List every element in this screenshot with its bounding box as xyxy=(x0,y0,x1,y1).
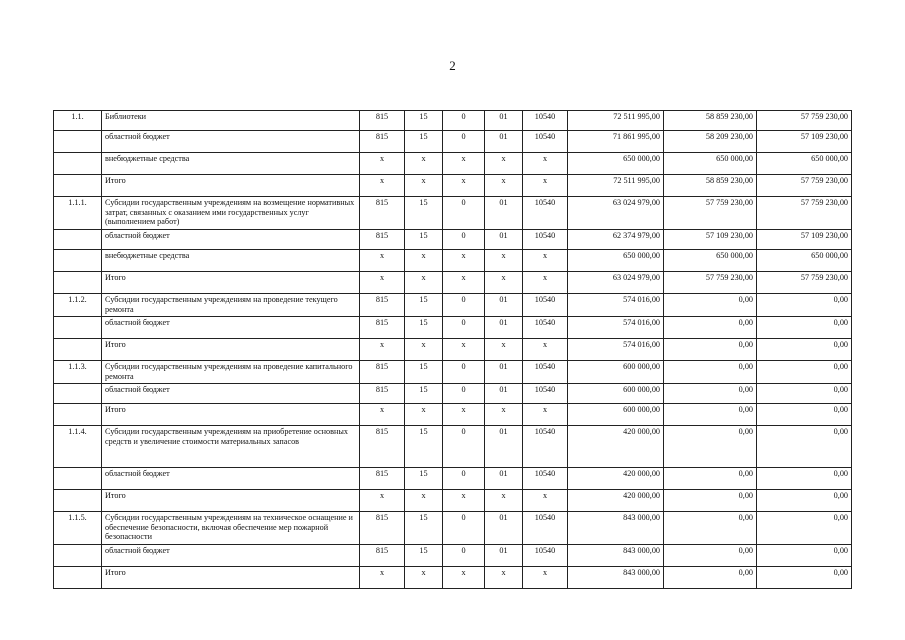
cell-name: Итого xyxy=(102,490,360,512)
cell-v1: 420 000,00 xyxy=(568,426,664,468)
cell-v2: 0,00 xyxy=(664,567,757,589)
table-row xyxy=(54,545,852,567)
cell-c4: x xyxy=(485,153,523,175)
cell-num xyxy=(54,339,102,361)
cell-v3: 0,00 xyxy=(757,426,852,468)
cell-v2: 57 759 230,00 xyxy=(664,197,757,230)
cell-c1: x xyxy=(360,250,405,272)
cell-c1: x xyxy=(360,272,405,294)
cell-v3: 0,00 xyxy=(757,468,852,490)
cell-c1: 815 xyxy=(360,111,405,131)
cell-c5: x xyxy=(523,339,568,361)
cell-name: Итого xyxy=(102,339,360,361)
cell-c3: 0 xyxy=(443,317,485,339)
cell-v2: 0,00 xyxy=(664,404,757,426)
cell-v2: 0,00 xyxy=(664,384,757,404)
cell-c4: 01 xyxy=(485,426,523,468)
table-row xyxy=(54,317,852,339)
cell-v1: 600 000,00 xyxy=(568,361,664,384)
cell-v3: 57 109 230,00 xyxy=(757,131,852,153)
cell-c1: 815 xyxy=(360,294,405,317)
cell-c4: 01 xyxy=(485,545,523,567)
cell-v1: 62 374 979,00 xyxy=(568,230,664,250)
cell-c2: x xyxy=(405,339,443,361)
cell-num xyxy=(54,468,102,490)
cell-c2: 15 xyxy=(405,426,443,468)
cell-c5: 10540 xyxy=(523,545,568,567)
cell-c2: x xyxy=(405,153,443,175)
cell-c5: x xyxy=(523,404,568,426)
cell-c2: 15 xyxy=(405,317,443,339)
cell-c2: x xyxy=(405,404,443,426)
cell-name: Субсидии государственным учреждениям на проведение капитального ремонта xyxy=(102,361,360,384)
table-row xyxy=(54,250,852,272)
cell-name: внебюджетные средства xyxy=(102,250,360,272)
cell-c3: x xyxy=(443,250,485,272)
table-row xyxy=(54,512,852,545)
cell-c3: 0 xyxy=(443,512,485,545)
cell-c4: x xyxy=(485,339,523,361)
cell-c5: 10540 xyxy=(523,294,568,317)
cell-v1: 574 016,00 xyxy=(568,317,664,339)
cell-c1: 815 xyxy=(360,468,405,490)
cell-v2: 58 859 230,00 xyxy=(664,175,757,197)
cell-c5: x xyxy=(523,175,568,197)
cell-c5: 10540 xyxy=(523,384,568,404)
cell-c1: 815 xyxy=(360,230,405,250)
page-number: 2 xyxy=(449,58,456,73)
cell-c1: x xyxy=(360,339,405,361)
cell-v3: 57 759 230,00 xyxy=(757,272,852,294)
cell-name: Субсидии государственным учреждениям на приобретение основных средств и увеличение стоимости материальных запасов xyxy=(102,426,360,468)
cell-v1: 650 000,00 xyxy=(568,250,664,272)
cell-c2: 15 xyxy=(405,294,443,317)
table-row xyxy=(54,490,852,512)
cell-num xyxy=(54,317,102,339)
cell-name: областной бюджет xyxy=(102,230,360,250)
cell-v1: 843 000,00 xyxy=(568,567,664,589)
table-row xyxy=(54,361,852,384)
cell-c2: 15 xyxy=(405,131,443,153)
cell-v3: 57 759 230,00 xyxy=(757,111,852,131)
cell-name: внебюджетные средства xyxy=(102,153,360,175)
cell-c3: 0 xyxy=(443,294,485,317)
cell-v2: 0,00 xyxy=(664,317,757,339)
cell-num xyxy=(54,131,102,153)
cell-c5: x xyxy=(523,153,568,175)
cell-c3: 0 xyxy=(443,361,485,384)
cell-c1: 815 xyxy=(360,317,405,339)
cell-v2: 58 859 230,00 xyxy=(664,111,757,131)
cell-num: 1.1. xyxy=(54,111,102,131)
cell-name: Библиотеки xyxy=(102,111,360,131)
cell-v2: 58 209 230,00 xyxy=(664,131,757,153)
cell-c1: 815 xyxy=(360,361,405,384)
cell-c2: 15 xyxy=(405,384,443,404)
cell-c1: x xyxy=(360,404,405,426)
cell-c2: 15 xyxy=(405,468,443,490)
cell-v3: 0,00 xyxy=(757,404,852,426)
cell-v1: 574 016,00 xyxy=(568,339,664,361)
cell-v1: 600 000,00 xyxy=(568,404,664,426)
cell-name: Субсидии государственным учреждениям на проведение текущего ремонта xyxy=(102,294,360,317)
cell-name: областной бюджет xyxy=(102,131,360,153)
cell-c5: 10540 xyxy=(523,230,568,250)
cell-name: областной бюджет xyxy=(102,468,360,490)
cell-v3: 0,00 xyxy=(757,384,852,404)
cell-name: Итого xyxy=(102,272,360,294)
cell-name: Субсидии государственным учреждениям на техническое оснащение и обеспечение безопасности, включая обеспечение мер пожарной безопасности xyxy=(102,512,360,545)
cell-v2: 0,00 xyxy=(664,468,757,490)
cell-c1: 815 xyxy=(360,426,405,468)
table-row xyxy=(54,468,852,490)
cell-c4: 01 xyxy=(485,512,523,545)
cell-c2: x xyxy=(405,250,443,272)
cell-v1: 650 000,00 xyxy=(568,153,664,175)
cell-v3: 0,00 xyxy=(757,512,852,545)
cell-v3: 650 000,00 xyxy=(757,153,852,175)
table-row xyxy=(54,567,852,589)
cell-c3: x xyxy=(443,404,485,426)
table-row xyxy=(54,404,852,426)
cell-c4: x xyxy=(485,272,523,294)
cell-c5: x xyxy=(523,250,568,272)
cell-c1: 815 xyxy=(360,512,405,545)
cell-c3: x xyxy=(443,490,485,512)
cell-c3: 0 xyxy=(443,230,485,250)
cell-v3: 650 000,00 xyxy=(757,250,852,272)
table-row xyxy=(54,230,852,250)
cell-num xyxy=(54,384,102,404)
cell-v2: 57 759 230,00 xyxy=(664,272,757,294)
cell-c5: 10540 xyxy=(523,111,568,131)
cell-v3: 0,00 xyxy=(757,339,852,361)
cell-c2: 15 xyxy=(405,545,443,567)
cell-c4: x xyxy=(485,567,523,589)
cell-name: областной бюджет xyxy=(102,545,360,567)
cell-c1: 815 xyxy=(360,131,405,153)
cell-c4: x xyxy=(485,404,523,426)
cell-num: 1.1.5. xyxy=(54,512,102,545)
cell-v2: 0,00 xyxy=(664,545,757,567)
table-row xyxy=(54,153,852,175)
cell-c2: 15 xyxy=(405,111,443,131)
cell-v3: 0,00 xyxy=(757,294,852,317)
cell-c5: x xyxy=(523,490,568,512)
cell-c4: 01 xyxy=(485,384,523,404)
table-row xyxy=(54,339,852,361)
cell-v1: 574 016,00 xyxy=(568,294,664,317)
cell-c3: x xyxy=(443,153,485,175)
cell-c5: 10540 xyxy=(523,317,568,339)
cell-c5: 10540 xyxy=(523,512,568,545)
cell-num xyxy=(54,175,102,197)
cell-v1: 420 000,00 xyxy=(568,490,664,512)
cell-c4: 01 xyxy=(485,111,523,131)
cell-c3: x xyxy=(443,339,485,361)
cell-c1: x xyxy=(360,567,405,589)
cell-v3: 57 109 230,00 xyxy=(757,230,852,250)
cell-v1: 72 511 995,00 xyxy=(568,175,664,197)
table-row xyxy=(54,111,852,131)
cell-c2: x xyxy=(405,567,443,589)
table-row xyxy=(54,272,852,294)
cell-v2: 57 109 230,00 xyxy=(664,230,757,250)
table-row xyxy=(54,197,852,230)
cell-v1: 843 000,00 xyxy=(568,512,664,545)
cell-c1: 815 xyxy=(360,197,405,230)
cell-c3: x xyxy=(443,175,485,197)
cell-c2: 15 xyxy=(405,197,443,230)
cell-num xyxy=(54,230,102,250)
cell-name: Итого xyxy=(102,175,360,197)
cell-c3: 0 xyxy=(443,197,485,230)
cell-c3: 0 xyxy=(443,131,485,153)
cell-name: областной бюджет xyxy=(102,384,360,404)
cell-name: областной бюджет xyxy=(102,317,360,339)
cell-num: 1.1.3. xyxy=(54,361,102,384)
cell-c3: 0 xyxy=(443,545,485,567)
cell-v3: 0,00 xyxy=(757,317,852,339)
cell-num xyxy=(54,490,102,512)
cell-v2: 650 000,00 xyxy=(664,250,757,272)
cell-name: Субсидии государственным учреждениям на возмещение нормативных затрат, связанных с оказанием ими государственных услуг (выполнением работ) xyxy=(102,197,360,230)
cell-c4: 01 xyxy=(485,294,523,317)
cell-c1: 815 xyxy=(360,384,405,404)
cell-num: 1.1.2. xyxy=(54,294,102,317)
cell-v1: 63 024 979,00 xyxy=(568,272,664,294)
cell-v3: 57 759 230,00 xyxy=(757,197,852,230)
cell-v2: 0,00 xyxy=(664,490,757,512)
cell-c4: 01 xyxy=(485,317,523,339)
cell-v3: 0,00 xyxy=(757,545,852,567)
cell-c1: x xyxy=(360,175,405,197)
cell-num xyxy=(54,153,102,175)
cell-c4: 01 xyxy=(485,230,523,250)
cell-v2: 650 000,00 xyxy=(664,153,757,175)
cell-num: 1.1.4. xyxy=(54,426,102,468)
cell-v1: 71 861 995,00 xyxy=(568,131,664,153)
table-row xyxy=(54,384,852,404)
cell-c5: 10540 xyxy=(523,361,568,384)
cell-c2: x xyxy=(405,272,443,294)
cell-v3: 0,00 xyxy=(757,361,852,384)
cell-c4: x xyxy=(485,175,523,197)
cell-c1: x xyxy=(360,153,405,175)
cell-v1: 63 024 979,00 xyxy=(568,197,664,230)
cell-c3: x xyxy=(443,272,485,294)
cell-c5: x xyxy=(523,272,568,294)
cell-num xyxy=(54,567,102,589)
cell-v1: 420 000,00 xyxy=(568,468,664,490)
budget-table xyxy=(53,110,852,589)
cell-num xyxy=(54,272,102,294)
cell-c3: 0 xyxy=(443,426,485,468)
cell-c5: 10540 xyxy=(523,426,568,468)
cell-v1: 72 511 995,00 xyxy=(568,111,664,131)
cell-c3: 0 xyxy=(443,384,485,404)
cell-num xyxy=(54,250,102,272)
cell-num xyxy=(54,404,102,426)
cell-c2: 15 xyxy=(405,512,443,545)
cell-v2: 0,00 xyxy=(664,426,757,468)
cell-v2: 0,00 xyxy=(664,294,757,317)
cell-v1: 600 000,00 xyxy=(568,384,664,404)
cell-c4: x xyxy=(485,490,523,512)
cell-c4: 01 xyxy=(485,131,523,153)
cell-c5: 10540 xyxy=(523,131,568,153)
cell-v2: 0,00 xyxy=(664,512,757,545)
cell-c4: 01 xyxy=(485,361,523,384)
cell-v3: 0,00 xyxy=(757,490,852,512)
cell-c5: 10540 xyxy=(523,197,568,230)
table-row xyxy=(54,131,852,153)
cell-c3: 0 xyxy=(443,111,485,131)
cell-c3: x xyxy=(443,567,485,589)
cell-name: Итого xyxy=(102,404,360,426)
cell-c4: 01 xyxy=(485,197,523,230)
cell-v2: 0,00 xyxy=(664,339,757,361)
cell-c1: 815 xyxy=(360,545,405,567)
cell-v3: 57 759 230,00 xyxy=(757,175,852,197)
cell-name: Итого xyxy=(102,567,360,589)
cell-v3: 0,00 xyxy=(757,567,852,589)
table-row xyxy=(54,426,852,468)
cell-c1: x xyxy=(360,490,405,512)
cell-c2: x xyxy=(405,175,443,197)
cell-c2: x xyxy=(405,490,443,512)
cell-c4: x xyxy=(485,250,523,272)
cell-c3: 0 xyxy=(443,468,485,490)
cell-num: 1.1.1. xyxy=(54,197,102,230)
cell-v1: 843 000,00 xyxy=(568,545,664,567)
cell-c5: 10540 xyxy=(523,468,568,490)
cell-v2: 0,00 xyxy=(664,361,757,384)
cell-c4: 01 xyxy=(485,468,523,490)
cell-c2: 15 xyxy=(405,230,443,250)
table-row xyxy=(54,294,852,317)
cell-c2: 15 xyxy=(405,361,443,384)
table-row xyxy=(54,175,852,197)
cell-c5: x xyxy=(523,567,568,589)
cell-num xyxy=(54,545,102,567)
